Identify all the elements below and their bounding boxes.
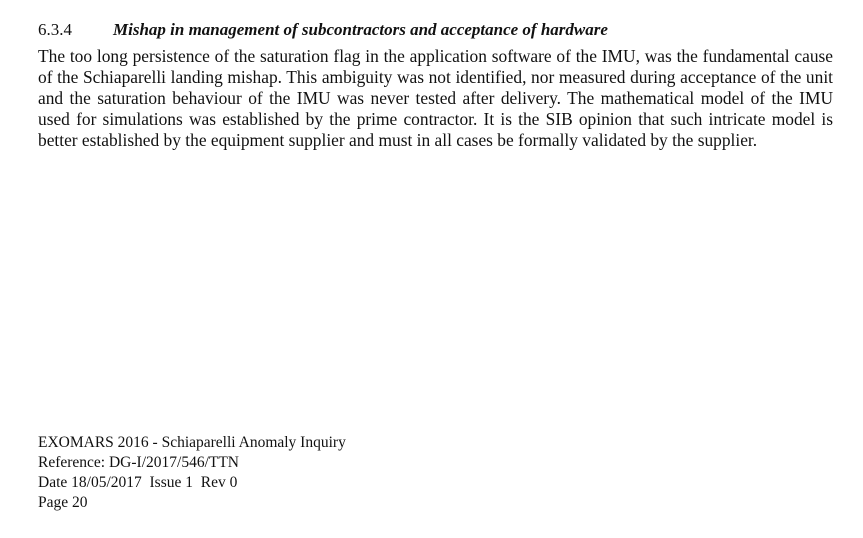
page-footer [38, 433, 346, 513]
section-paragraph: The too long persistence of the saturation flag in the application software of the IMU, was the fundamental cause of the Schiaparelli landing mishap. This ambiguity was not identified, nor measured during acceptance of the unit and the saturation behaviour of the IMU was never tested after delivery. The mathematical model of the IMU used for simulations was established by the prime contractor. It is the SIB opinion that such intricate model is better established by the equipment supplier and must in all cases be formally validated by the supplier. [38, 46, 833, 150]
section-title: Mishap in management of subcontractors and acceptance of hardware [113, 20, 608, 39]
footer-document-title: EXOMARS 2016 - Schiaparelli Anomaly Inquiry [38, 434, 346, 451]
section-number: 6.3.4 [38, 20, 72, 39]
footer-reference: Reference: DG-I/2017/546/TTN [38, 454, 240, 471]
section-6-3-4 [38, 18, 833, 151]
section-heading [38, 18, 833, 42]
footer-date-issue: Date 18/05/2017 Issue 1 Rev 0 [38, 474, 238, 491]
footer-page-number: Page 20 [38, 494, 88, 511]
